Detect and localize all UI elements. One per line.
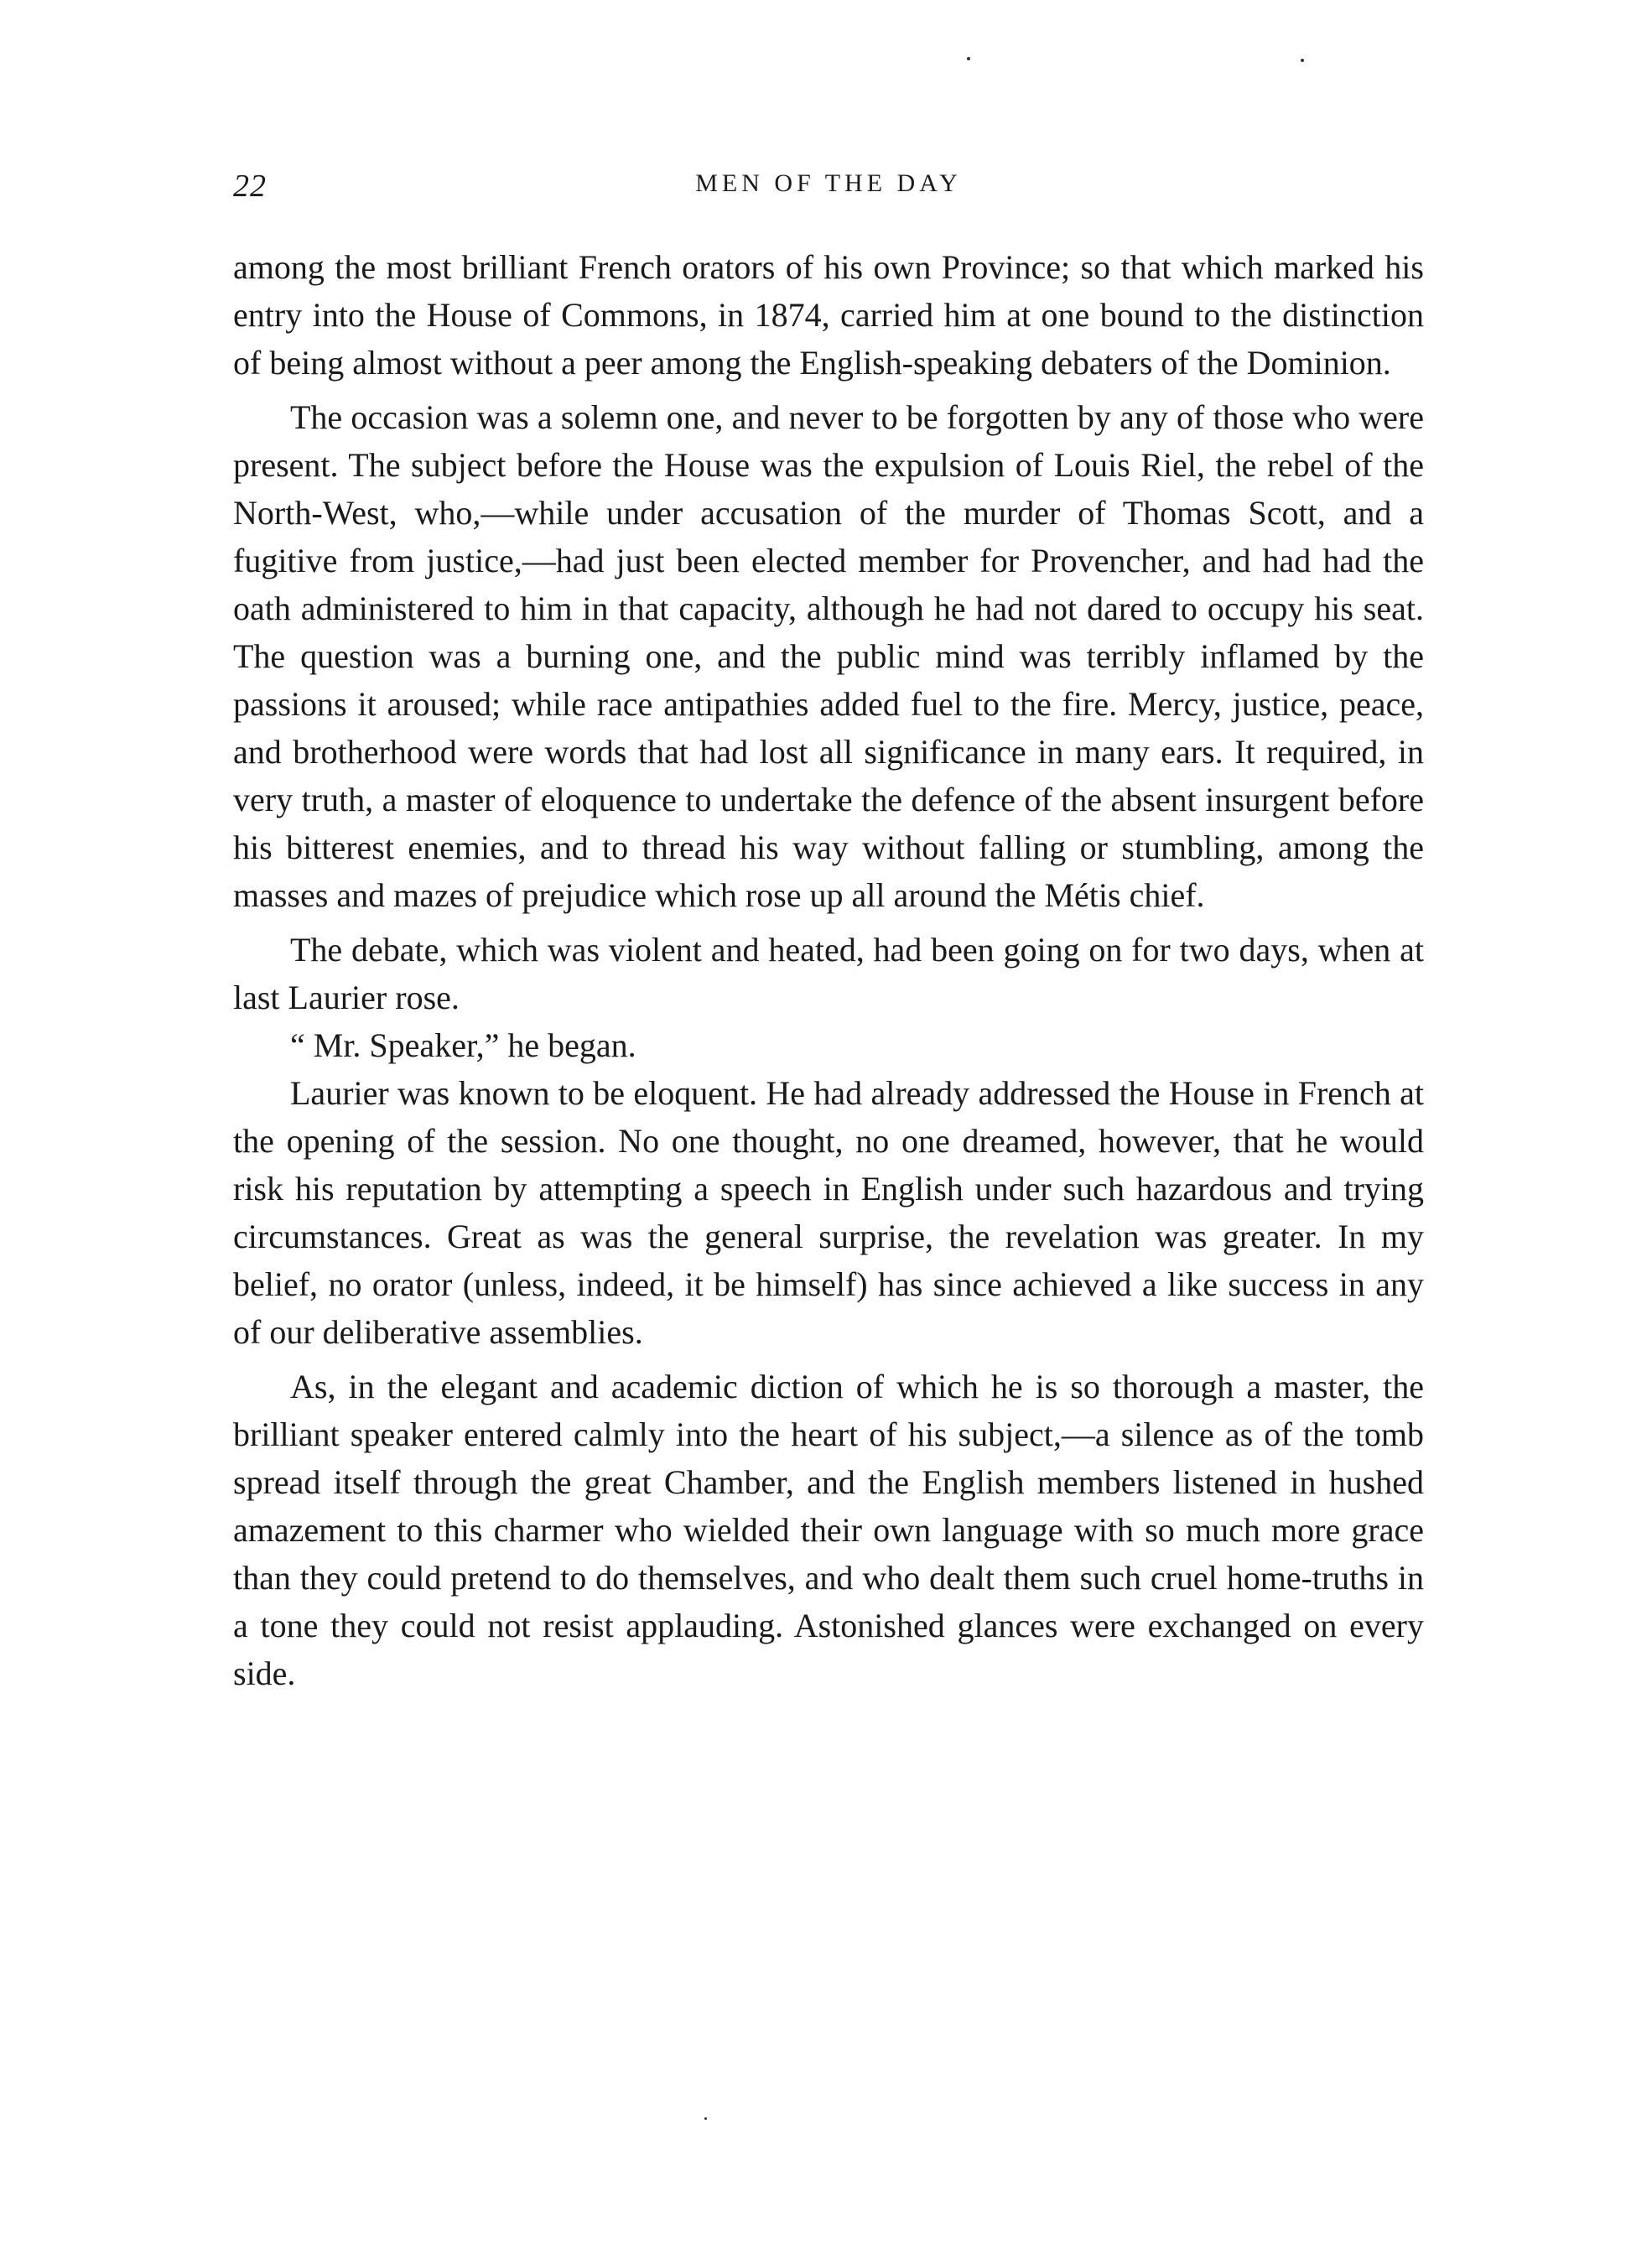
paragraph: “ Mr. Speaker,” he began. — [290, 1026, 636, 1064]
paragraph: As, in the elegant and academic diction of which he is so thorough a master, the brilliant speaker entered calmly into the heart of his subject,—a silence as of the tomb spread itself through the great Chamber, and the English members listened in hushed amazement to this charmer who wielded their own language with so much more grace than they could pretend to do themselves, and who dealt them such cruel home-truths in a tone they could not resist applauding. Astonished glances were exchanged on every side. — [233, 1368, 1424, 1692]
page-number: 22 — [233, 169, 267, 204]
paragraph: The debate, which was violent and heated, had been going on for two days, when at last Laurier rose. — [233, 931, 1424, 1016]
ink-speck — [704, 2117, 707, 2120]
paragraph: The occasion was a solemn one, and never to be forgotten by any of those who were present. The subject before the House was the expulsion of Louis Riel, the rebel of the North-West, who,—while under accusation of the murder of Thomas Scott, and a fugitive from justice,—had just been elected member for Provencher, and had had the oath administered to him in that capacity, although he had not dared to occupy his seat. The question was a burning one, and the public mind was terribly inflamed by the passions it aroused; while race antipathies added fuel to the fire. Mercy, justice, peace, and brotherhood were words that had lost all significance in many ears. It required, in very truth, a master of eloquence to undertake the defence of the absent insurgent before his bitterest enemies, and to thread his way without falling or stumbling, among the masses and mazes of prejudice which rose up all around the Métis chief. — [233, 398, 1424, 914]
paragraph: Laurier was known to be eloquent. He had already addressed the House in French at the opening of the session. No one thought, no one dreamed, however, that he would risk his reputation by attempting a speech in English under such hazardous and trying circumstances. Great as was the general surprise, the revelation was greater. In my belief, no orator (unless, indeed, it be himself) has since achieved a like success in any of our deliberative assemblies. — [233, 1074, 1424, 1351]
body-text — [233, 243, 1424, 1697]
ink-speck — [967, 57, 970, 60]
ink-speck — [1301, 59, 1304, 62]
page-header — [233, 168, 1424, 218]
running-head: MEN OF THE DAY — [695, 169, 962, 197]
paragraph: among the most brilliant French orators of his own Province; so that which marked his entry into the House of Commons, in 1874, carried him at one bound to the distinction of being almost without a peer among the English-speaking debaters of the Dominion. — [233, 248, 1424, 382]
